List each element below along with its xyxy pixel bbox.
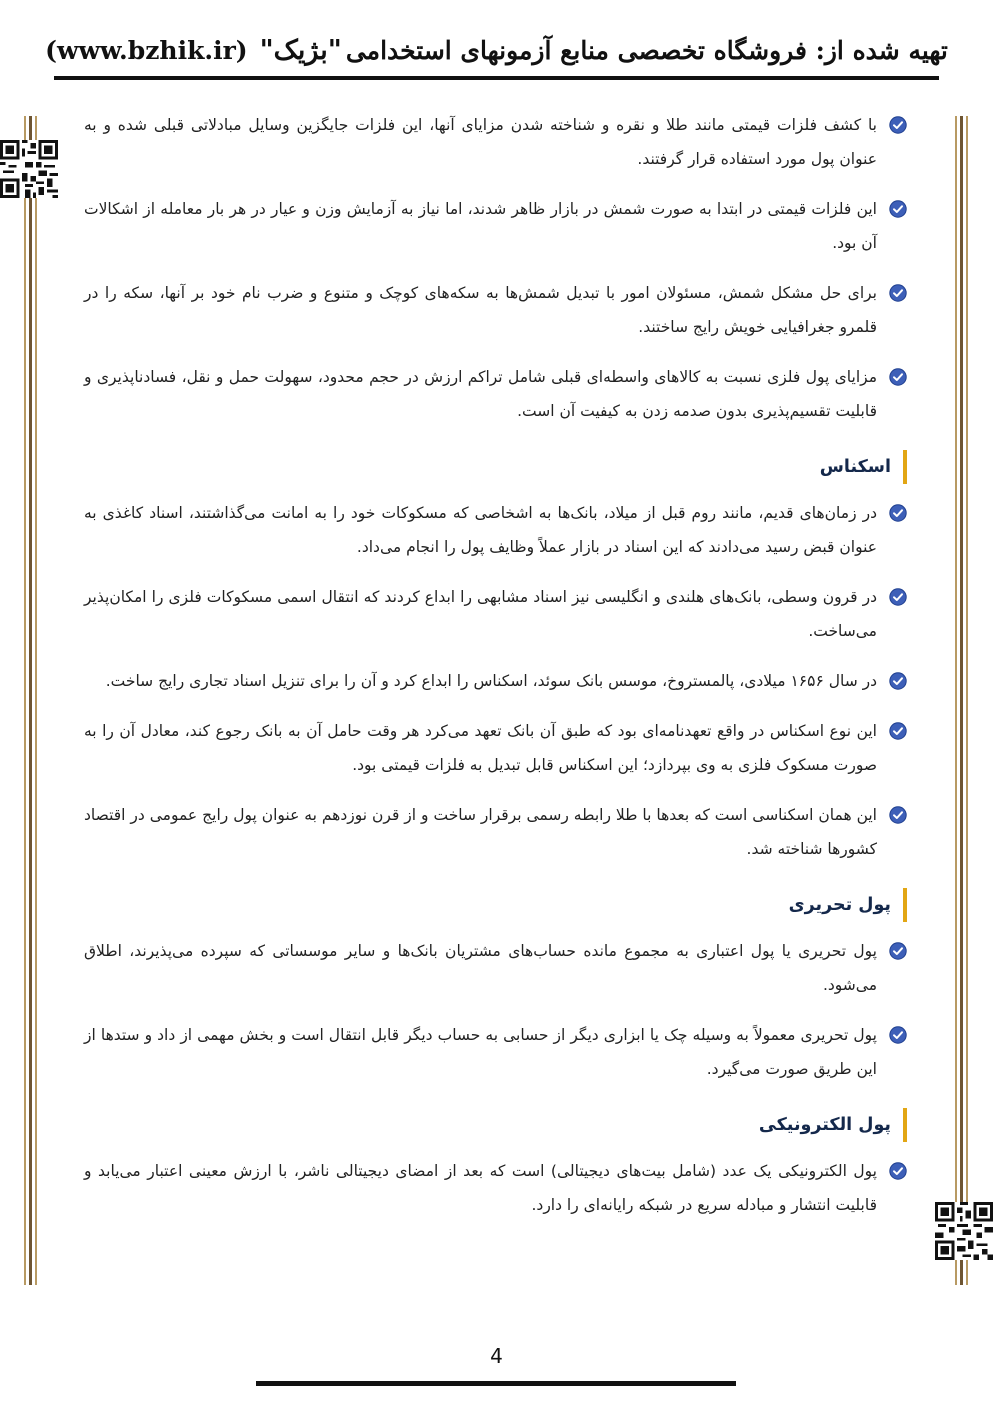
item-text: در سال ۱۶۵۶ میلادی، پالمستروخ، موسس بانک سوئد، اسکناس را ابداع کرد و آن را برای تنزیل اسناد تجاری رایج ساخت.	[105, 672, 877, 690]
qr-code-icon	[935, 1202, 993, 1260]
section-banknote	[84, 450, 907, 866]
item-text: در زمان‌های قدیم، مانند روم قبل از میلاد، بانک‌ها به اشخاصی که مسکوکات خود را به امانت می‌گذاشتند، اسناد کاغذی به عنوان قبض رسید می‌دادند که این اسناد در بازار عملاً وظایف پول را انجام می‌داد.	[84, 504, 877, 556]
list-item	[84, 664, 907, 698]
list-item	[84, 192, 907, 260]
item-text: این همان اسکناسی است که بعدها با طلا رابطه رسمی برقرار ساخت و از قرن نوزدهم به عنوان پول رایج عمومی در اقتصاد کشورها شناخته شد.	[84, 806, 877, 858]
check-circle-icon	[889, 722, 907, 740]
intro-list	[84, 108, 907, 428]
page-number: 4	[490, 1344, 503, 1368]
list-item	[84, 1154, 907, 1222]
section-heading	[84, 450, 907, 484]
check-circle-icon	[889, 588, 907, 606]
page-header	[40, 26, 953, 74]
list-item	[84, 934, 907, 1002]
check-circle-icon	[889, 1026, 907, 1044]
list-item	[84, 276, 907, 344]
item-text: پول الکترونیکی یک عدد (شامل بیت‌های دیجیتالی) است که بعد از امضای دیجیتالی ناشر، با ارزش معینی اعتبار می‌یابد و قابلیت انتشار و مبادله سریع در شبکه رایانه‌ای را دارد.	[84, 1162, 877, 1214]
item-text: پول تحریری یا پول اعتباری به مجموع مانده حساب‌های مشتریان بانک‌ها و سایر موسساتی که سپرده می‌پذیرند، اطلاق می‌شود.	[84, 942, 877, 994]
section-heading	[84, 1108, 907, 1142]
check-circle-icon	[889, 504, 907, 522]
list-item	[84, 1018, 907, 1086]
item-text: برای حل مشکل شمش، مسئولان امور با تبدیل شمش‌ها به سکه‌های کوچک و متنوع و ضرب نام خود بر آنها، سکه را در قلمرو جغرافیایی خویش رایج ساختند.	[84, 284, 877, 336]
section-electronic-money	[84, 1108, 907, 1222]
item-text: در قرون وسطی، بانک‌های هلندی و انگلیسی نیز اسناد مشابهی را ابداع کردند که انتقال اسمی مسکوکات فلزی را امکان‌پذیر می‌ساخت.	[84, 588, 877, 640]
qr-code-icon	[0, 140, 58, 198]
section-title: پول تحریری	[788, 895, 891, 915]
check-circle-icon	[889, 1162, 907, 1180]
item-text: این فلزات قیمتی در ابتدا به صورت شمش در بازار ظاهر شدند، اما نیاز به آزمایش وزن و عیار در هر بار معامله از اشکالات آن بود.	[84, 200, 877, 252]
heading-accent-bar	[903, 888, 907, 922]
list-item	[84, 580, 907, 648]
check-circle-icon	[889, 672, 907, 690]
section-deposit-money	[84, 888, 907, 1086]
section-title: پول الکترونیکی	[758, 1115, 891, 1135]
check-circle-icon	[889, 116, 907, 134]
section-heading	[84, 888, 907, 922]
page-content	[84, 108, 907, 1238]
list-item	[84, 360, 907, 428]
list-item	[84, 108, 907, 176]
footer-divider	[256, 1381, 736, 1386]
list-item	[84, 798, 907, 866]
item-text: با کشف فلزات قیمتی مانند طلا و نقره و شناخته شدن مزایای آنها، این فلزات جایگزین وسایل مبادلاتی قبلی شده و به عنوان پول مورد استفاده قرار گرفتند.	[84, 116, 877, 168]
list-item	[84, 496, 907, 564]
check-circle-icon	[889, 942, 907, 960]
heading-accent-bar	[903, 450, 907, 484]
check-circle-icon	[889, 368, 907, 386]
header-prefix: تهیه شده از: فروشگاه تخصصی منابع آزمونهای استخدامی	[345, 35, 948, 65]
item-text: این نوع اسکناس در واقع تعهدنامه‌ای بود که طبق آن بانک تعهد می‌کرد هر وقت حامل آن به بانک رجوع کند، معادل آن را به صورت مسکوک فلزی به وی بپردازد؛ این اسکناس قابل تبدیل به فلزات قیمتی بود.	[84, 722, 877, 774]
heading-accent-bar	[903, 1108, 907, 1142]
header-site-link[interactable]: (www.bzhik.ir)	[45, 35, 248, 65]
check-circle-icon	[889, 806, 907, 824]
header-brand: "بژیک"	[259, 34, 342, 66]
item-text: پول تحریری معمولاً به وسیله چک یا ابزاری دیگر از حسابی به حساب دیگر قابل انتقال است و بخش مهمی از داد و ستدها از این طریق صورت می‌گیرد.	[84, 1026, 877, 1078]
check-circle-icon	[889, 200, 907, 218]
list-item	[84, 714, 907, 782]
right-frame-border	[955, 116, 969, 1285]
item-text: مزایای پول فلزی نسبت به کالاهای واسطه‌ای قبلی شامل تراکم ارزش در حجم محدود، سهولت حمل و نقل، فسادناپذیری و قابلیت تقسیم‌پذیری بدون صدمه زدن به کیفیت آن است.	[84, 368, 877, 420]
check-circle-icon	[889, 284, 907, 302]
header-divider	[54, 76, 939, 80]
section-title: اسکناس	[819, 457, 891, 477]
left-frame-border	[24, 116, 38, 1285]
